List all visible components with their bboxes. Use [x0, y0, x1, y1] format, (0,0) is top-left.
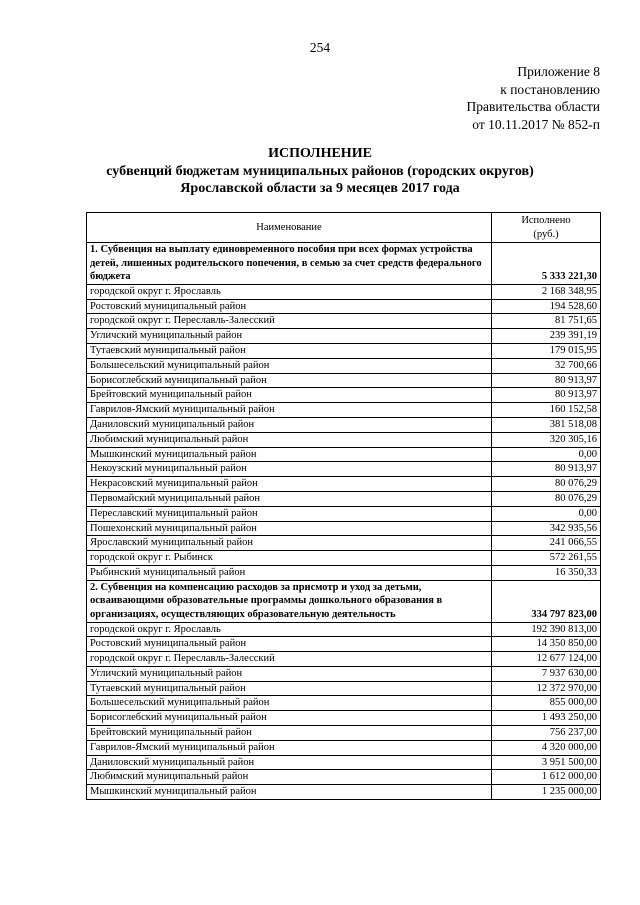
- table-row: [87, 785, 601, 800]
- row-name: Ярославский муниципальный район: [87, 536, 492, 551]
- section-row: [87, 580, 601, 622]
- section-total: 334 797 823,00: [492, 580, 601, 622]
- row-name: Борисоглебский муниципальный район: [87, 373, 492, 388]
- section-row: [87, 243, 601, 285]
- table-row: [87, 462, 601, 477]
- row-value: 12 372 970,00: [492, 681, 601, 696]
- table-row: [87, 388, 601, 403]
- row-value: 7 937 630,00: [492, 666, 601, 681]
- row-value: 0,00: [492, 447, 601, 462]
- table-row: [87, 358, 601, 373]
- row-value: 81 751,65: [492, 314, 601, 329]
- table-row: [87, 506, 601, 521]
- header-value-line1: Исполнено: [521, 214, 571, 226]
- table-row: [87, 666, 601, 681]
- row-value: 194 528,60: [492, 299, 601, 314]
- row-name: городской округ г. Ярославль: [87, 284, 492, 299]
- row-name: Борисоглебский муниципальный район: [87, 711, 492, 726]
- row-name: городской округ г. Переславль-Залесский: [87, 314, 492, 329]
- row-value: 320 305,16: [492, 432, 601, 447]
- row-name: Ростовский муниципальный район: [87, 299, 492, 314]
- row-name: городской округ г. Ярославль: [87, 622, 492, 637]
- table-row: [87, 652, 601, 667]
- table-row: [87, 343, 601, 358]
- row-value: 855 000,00: [492, 696, 601, 711]
- row-name: Большесельский муниципальный район: [87, 358, 492, 373]
- row-value: 12 677 124,00: [492, 652, 601, 667]
- table-row: [87, 314, 601, 329]
- table-row: [87, 536, 601, 551]
- subventions-table: [86, 212, 601, 800]
- table-row: [87, 299, 601, 314]
- table-row: [87, 770, 601, 785]
- row-name: городской округ г. Рыбинск: [87, 551, 492, 566]
- row-name: Брейтовский муниципальный район: [87, 388, 492, 403]
- row-value: 80 076,29: [492, 491, 601, 506]
- table-row: [87, 373, 601, 388]
- row-name: Некрасовский муниципальный район: [87, 477, 492, 492]
- row-name: Даниловский муниципальный район: [87, 755, 492, 770]
- row-name: Угличский муниципальный район: [87, 329, 492, 344]
- table-row: [87, 711, 601, 726]
- table-row: [87, 622, 601, 637]
- row-name: Первомайский муниципальный район: [87, 491, 492, 506]
- table-row: [87, 477, 601, 492]
- row-name: Даниловский муниципальный район: [87, 417, 492, 432]
- row-value: 239 391,19: [492, 329, 601, 344]
- row-value: 160 152,58: [492, 403, 601, 418]
- table-row: [87, 637, 601, 652]
- row-value: 192 390 813,00: [492, 622, 601, 637]
- table-header-row: [87, 213, 601, 243]
- table-row: [87, 329, 601, 344]
- row-name: Тутаевский муниципальный район: [87, 343, 492, 358]
- document-title: [0, 145, 640, 198]
- table-row: [87, 432, 601, 447]
- row-value: 756 237,00: [492, 726, 601, 741]
- row-name: Гаврилов-Ямский муниципальный район: [87, 403, 492, 418]
- row-value: 80 913,97: [492, 373, 601, 388]
- section-title: 1. Субвенция на выплату единовременного пособия при всех формах устройства детей, лишенных родительского попечения, в семью за счет средств федерального бюджета: [87, 243, 492, 285]
- row-name: Некоузский муниципальный район: [87, 462, 492, 477]
- table-row: [87, 755, 601, 770]
- row-value: 3 951 500,00: [492, 755, 601, 770]
- header-name: Наименование: [87, 213, 492, 243]
- page-number: 254: [309, 40, 331, 55]
- row-value: 80 076,29: [492, 477, 601, 492]
- row-name: Брейтовский муниципальный район: [87, 726, 492, 741]
- table-row: [87, 726, 601, 741]
- table-row: [87, 696, 601, 711]
- row-value: 32 700,66: [492, 358, 601, 373]
- row-value: 179 015,95: [492, 343, 601, 358]
- header-value: [492, 213, 601, 243]
- row-value: 80 913,97: [492, 462, 601, 477]
- appendix-block: [467, 63, 600, 133]
- row-value: 572 261,55: [492, 551, 601, 566]
- table-row: [87, 521, 601, 536]
- row-name: Угличский муниципальный район: [87, 666, 492, 681]
- row-name: Гаврилов-Ямский муниципальный район: [87, 740, 492, 755]
- table-body: [87, 243, 601, 800]
- row-value: 342 935,56: [492, 521, 601, 536]
- row-name: Любимский муниципальный район: [87, 432, 492, 447]
- table-row: [87, 565, 601, 580]
- row-value: 241 066,55: [492, 536, 601, 551]
- title-line: субвенций бюджетам муниципальных районов (городских округов): [106, 163, 534, 179]
- table-row: [87, 284, 601, 299]
- row-name: городской округ г. Переславль-Залесский: [87, 652, 492, 667]
- table-row: [87, 551, 601, 566]
- row-value: 4 320 000,00: [492, 740, 601, 755]
- section-title: 2. Субвенция на компенсацию расходов за присмотр и уход за детьми, осваивающими образовательные программы дошкольного образования в организациях, осуществляющих образовательную деятельность: [87, 580, 492, 622]
- row-name: Рыбинский муниципальный район: [87, 565, 492, 580]
- row-value: 80 913,97: [492, 388, 601, 403]
- row-value: 381 518,08: [492, 417, 601, 432]
- row-value: 2 168 348,95: [492, 284, 601, 299]
- section-total: 5 333 221,30: [492, 243, 601, 285]
- table-row: [87, 417, 601, 432]
- appendix-line: Приложение 8: [517, 64, 600, 79]
- row-name: Любимский муниципальный район: [87, 770, 492, 785]
- row-value: 0,00: [492, 506, 601, 521]
- table-row: [87, 491, 601, 506]
- row-name: Тутаевский муниципальный район: [87, 681, 492, 696]
- table-row: [87, 403, 601, 418]
- title-line: Ярославской области за 9 месяцев 2017 года: [180, 181, 460, 196]
- header-value-line2: (руб.): [533, 228, 559, 240]
- row-name: Мышкинский муниципальный район: [87, 785, 492, 800]
- row-name: Мышкинский муниципальный район: [87, 447, 492, 462]
- row-value: 1 493 250,00: [492, 711, 601, 726]
- table-row: [87, 740, 601, 755]
- row-name: Ростовский муниципальный район: [87, 637, 492, 652]
- row-name: Пошехонский муниципальный район: [87, 521, 492, 536]
- row-name: Большесельский муниципальный район: [87, 696, 492, 711]
- title-line: ИСПОЛНЕНИЕ: [268, 146, 372, 161]
- table-row: [87, 681, 601, 696]
- row-name: Переславский муниципальный район: [87, 506, 492, 521]
- appendix-line: к постановлению: [500, 81, 600, 97]
- row-value: 1 612 000,00: [492, 770, 601, 785]
- table-row: [87, 447, 601, 462]
- appendix-line: Правительства области: [466, 99, 600, 114]
- appendix-line: от 10.11.2017 № 852-п: [472, 116, 600, 132]
- row-value: 14 350 850,00: [492, 637, 601, 652]
- row-value: 1 235 000,00: [492, 785, 601, 800]
- row-value: 16 350,33: [492, 565, 601, 580]
